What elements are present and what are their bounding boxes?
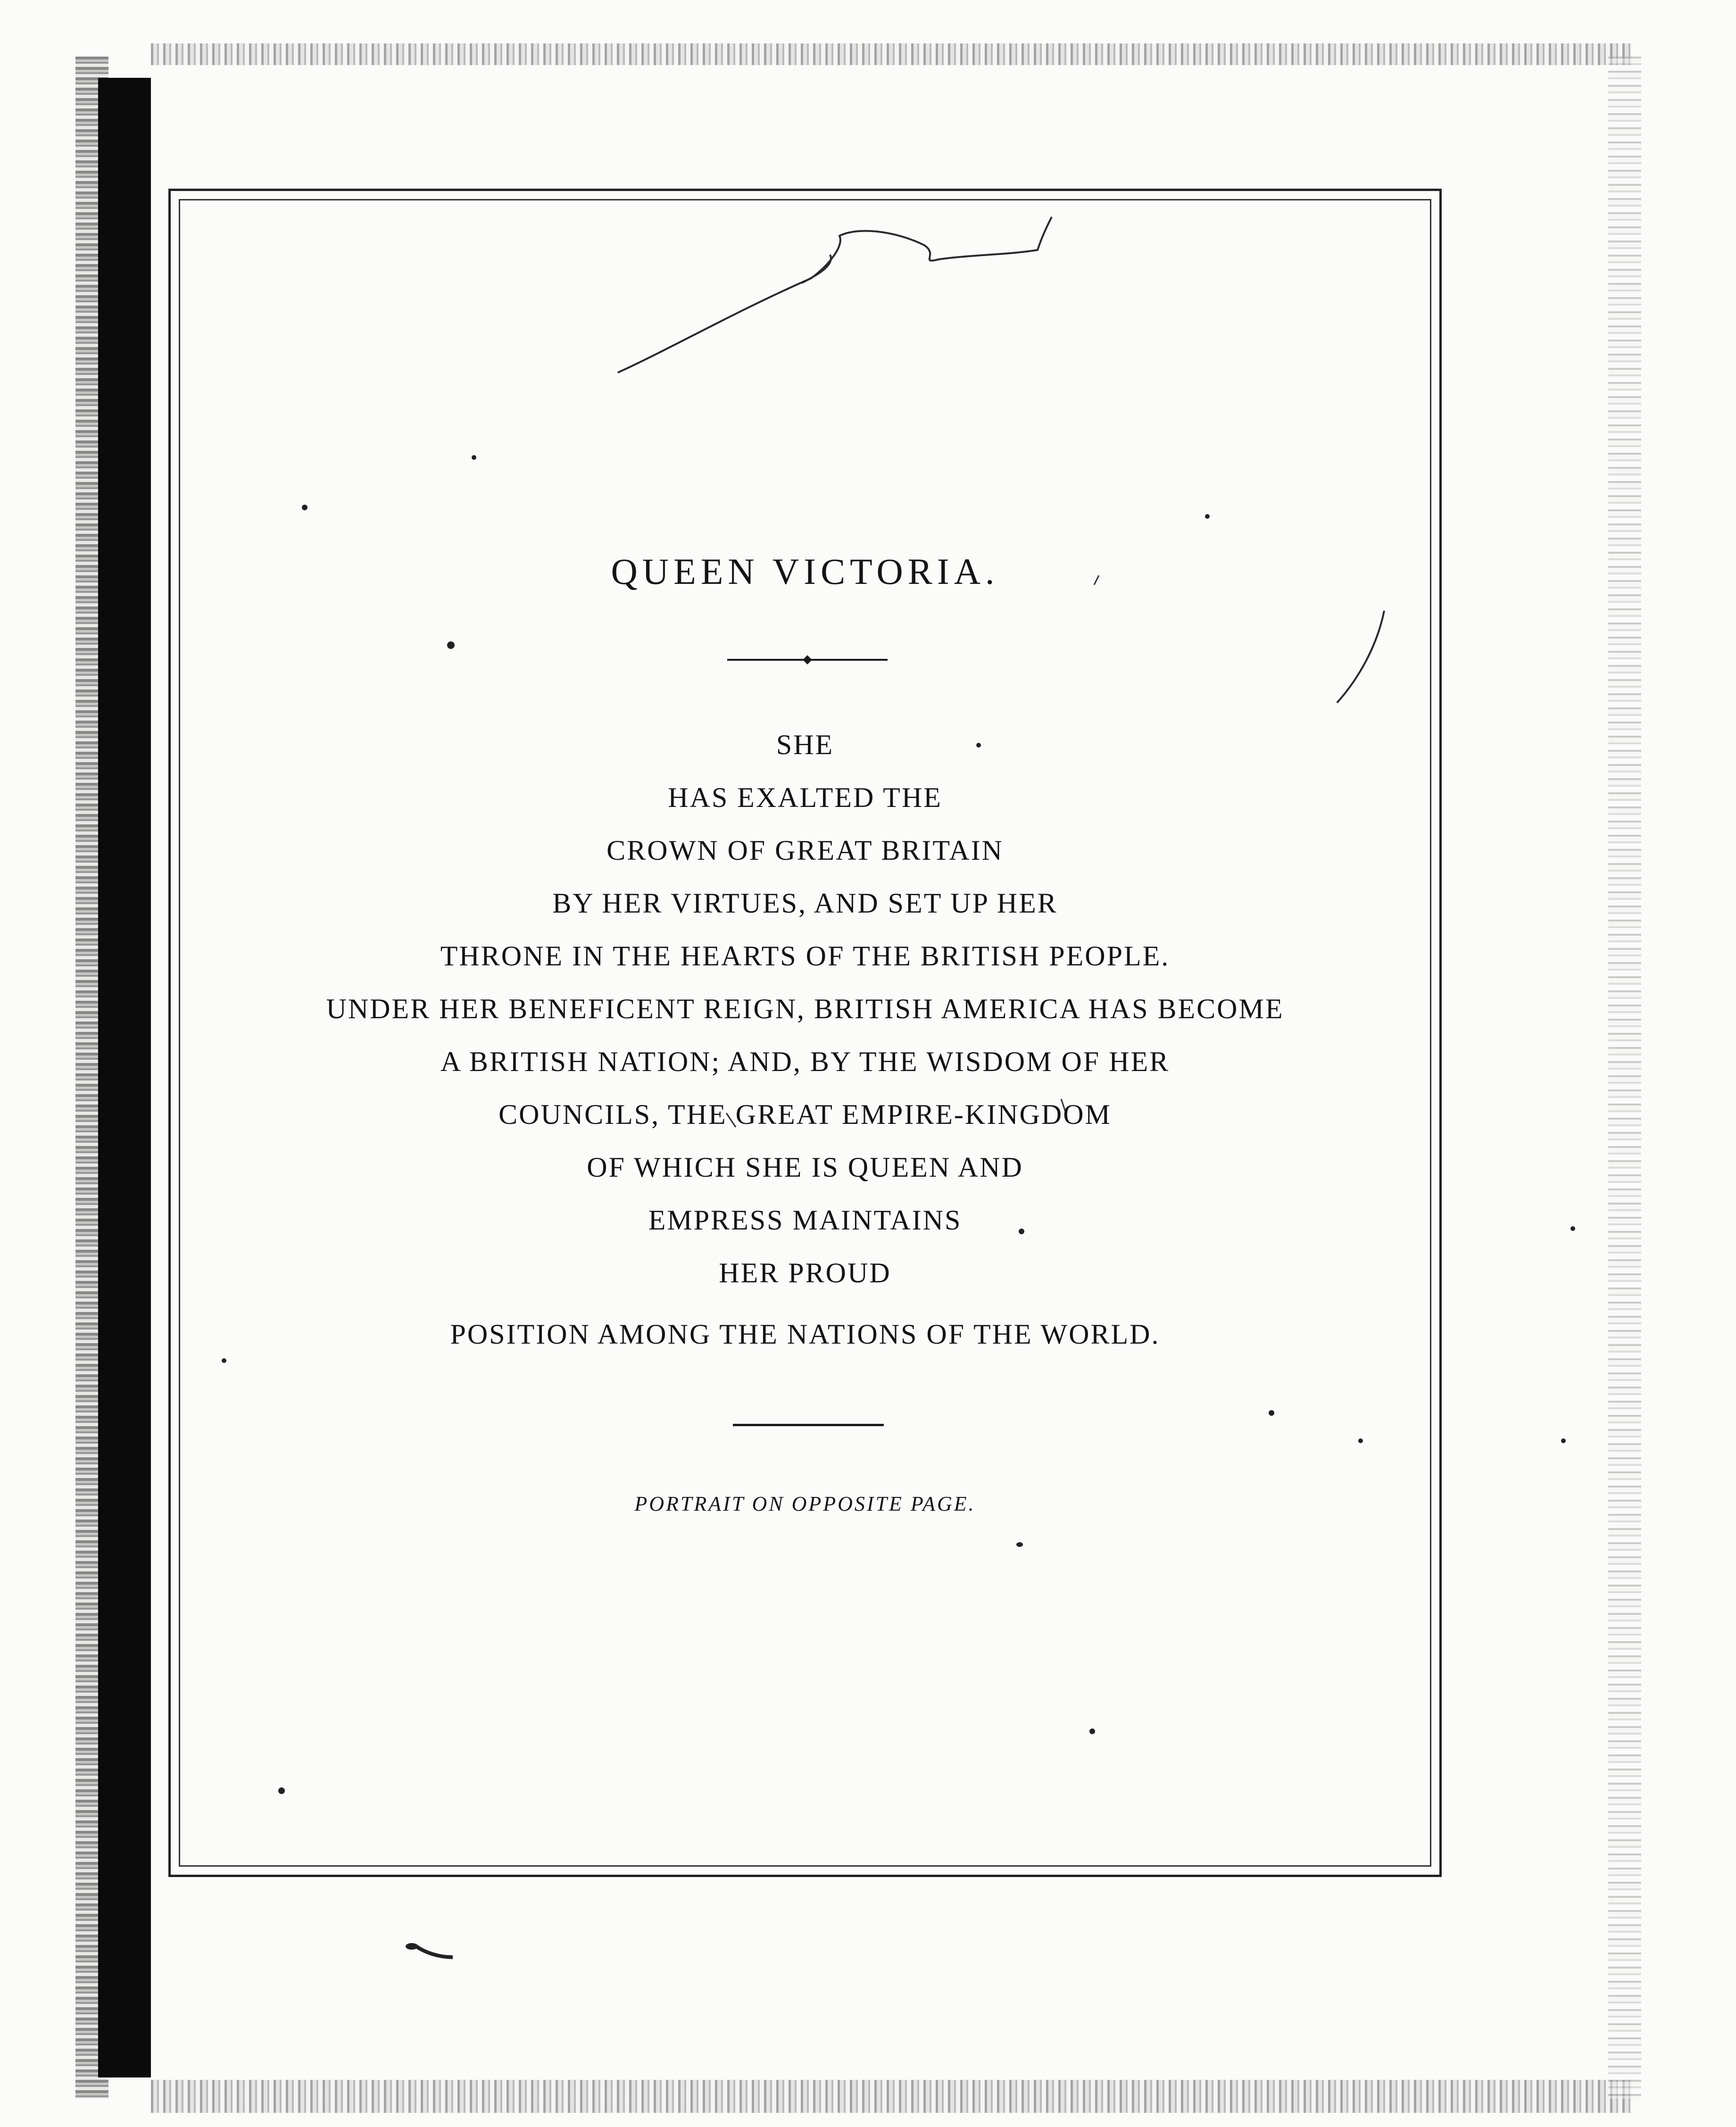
scan-speck <box>1269 1410 1274 1416</box>
ornamental-rule-dot <box>803 655 812 665</box>
scan-speck <box>1205 514 1210 519</box>
scan-speck <box>302 505 307 510</box>
page-content <box>180 200 1430 1865</box>
scan-speck <box>1089 1728 1095 1734</box>
scan-speck <box>976 743 981 748</box>
scan-speck <box>1570 1226 1575 1231</box>
scan-speck <box>1016 1542 1023 1547</box>
scan-speck <box>1358 1438 1363 1443</box>
closing-rule <box>733 1424 884 1426</box>
dedication-line-5: THRONE IN THE HEARTS OF THE BRITISH PEOPLE. <box>440 940 1170 972</box>
dedication-line-10: EMPRESS MAINTAINS <box>648 1205 962 1236</box>
portrait-caption: PORTRAIT ON OPPOSITE PAGE. <box>634 1492 976 1515</box>
scan-speck <box>1019 1229 1024 1234</box>
dedication-line-2: HAS EXALTED THE <box>668 782 942 813</box>
scan-speck <box>222 1358 226 1363</box>
scan-speck <box>1561 1438 1566 1443</box>
dedication-line-12: POSITION AMONG THE NATIONS OF THE WORLD. <box>450 1319 1160 1350</box>
dedication-line-6: UNDER HER BENEFICENT REIGN, BRITISH AMERICA HAS BECOME <box>326 993 1284 1024</box>
scan-speck <box>406 1943 418 1950</box>
scan-speck <box>278 1787 285 1794</box>
dedication-line-9: OF WHICH SHE IS QUEEN AND <box>587 1152 1023 1183</box>
dedication-line-4: BY HER VIRTUES, AND SET UP HER <box>552 888 1058 919</box>
dedication-line-11: HER PROUD <box>719 1257 891 1288</box>
dedication-line-3: CROWN OF GREAT BRITAIN <box>606 835 1004 866</box>
dedication-line-1: SHE <box>776 729 834 760</box>
page-title: QUEEN VICTORIA. <box>611 551 999 592</box>
scan-speck <box>447 641 455 649</box>
dedication-line-7: A BRITISH NATION; AND, BY THE WISDOM OF HER <box>440 1046 1170 1077</box>
dedication-line-8: COUNCILS, THE GREAT EMPIRE-KINGDOM <box>498 1099 1112 1130</box>
scan-speck <box>472 455 476 460</box>
